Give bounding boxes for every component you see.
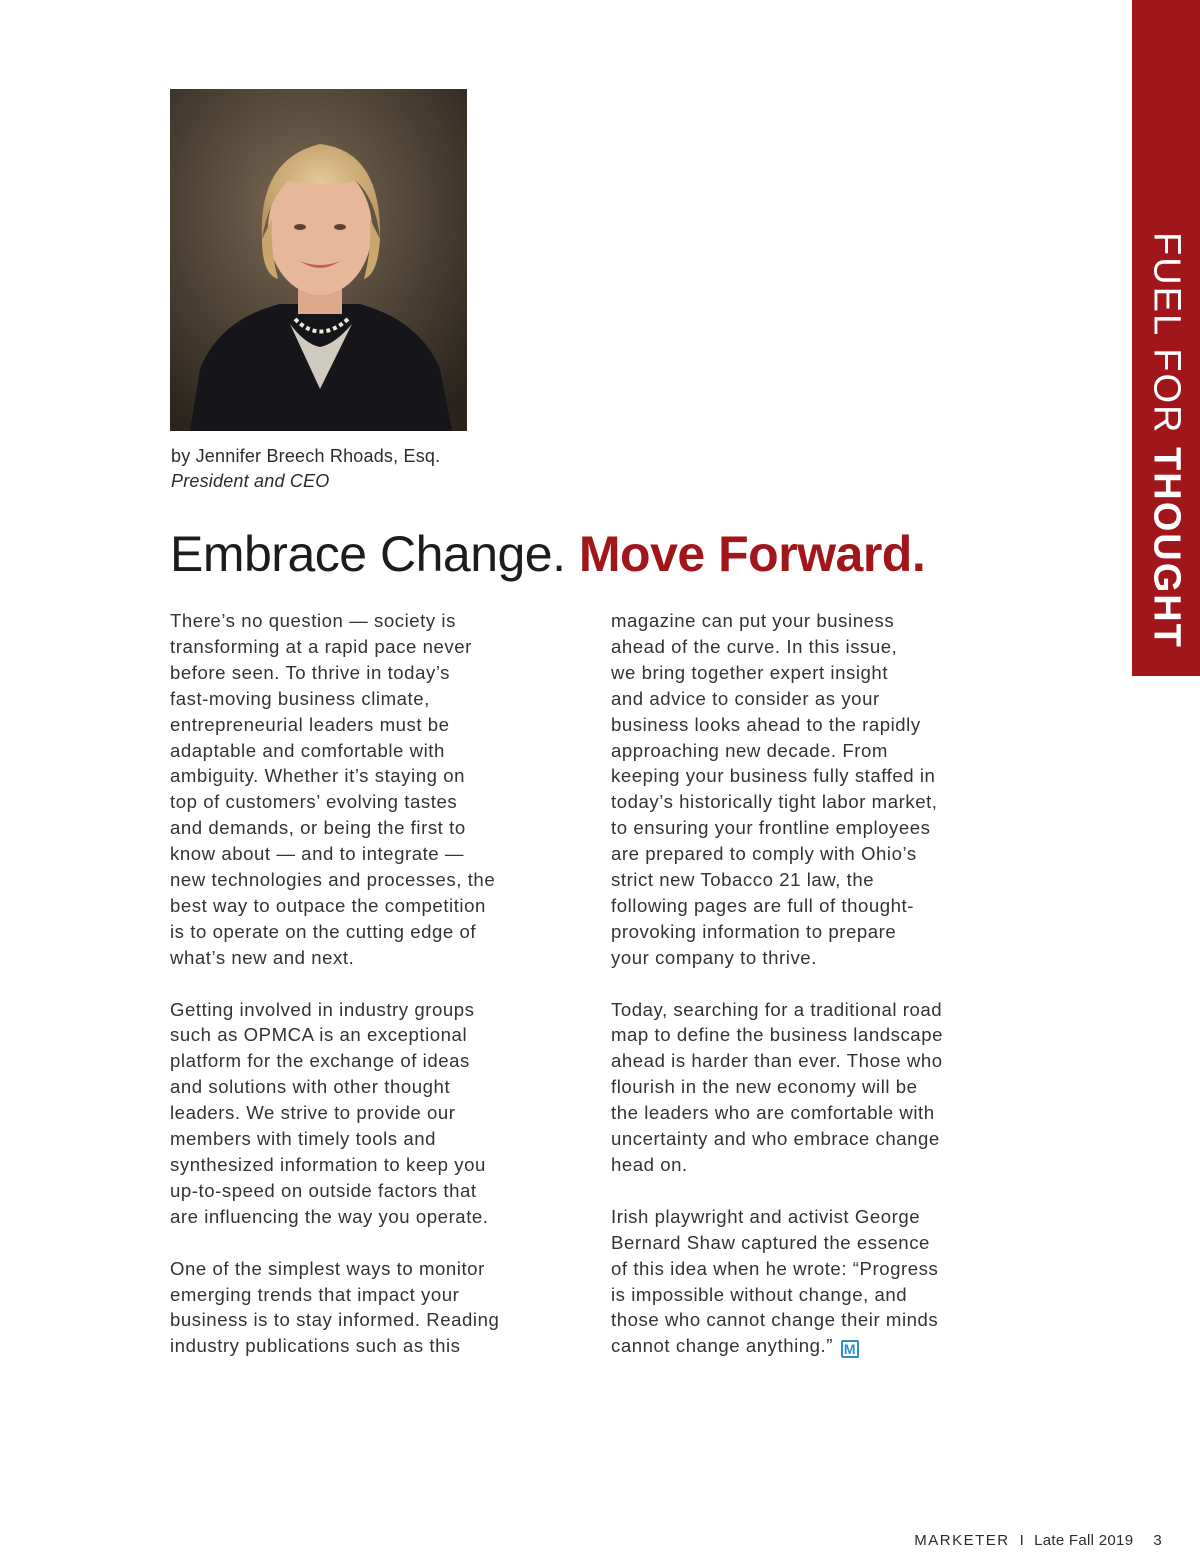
section-tab-bold: THOUGHT xyxy=(1145,447,1188,649)
section-tab xyxy=(1132,0,1200,676)
page-number: 3 xyxy=(1153,1532,1162,1549)
article-headline xyxy=(170,524,925,584)
article-column-right xyxy=(611,608,1016,1385)
end-mark-icon: M xyxy=(841,1340,859,1358)
footer-separator: I xyxy=(1019,1532,1025,1549)
paragraph: There’s no question — society is transforming at a rapid pace never before seen. To thrive in today’s fast-moving business climate, entrepreneurial leaders must be adaptable and comfortable with ambiguity. Whether it’s staying on top of customers’ evolving tastes and demands, or being the first to know about — and to integrate — new technologies and processes, the best way to outpace the competition is to operate on the cutting edge of what’s new and next. xyxy=(170,610,496,968)
section-tab-label xyxy=(1145,232,1188,649)
article-column-left xyxy=(170,608,570,1385)
headline-part-2: Move Forward. xyxy=(578,526,926,582)
portrait-illustration xyxy=(170,89,467,431)
author-role: President and CEO xyxy=(171,471,330,491)
footer-brand: MARKETER xyxy=(914,1532,1010,1549)
footer-issue: Late Fall 2019 xyxy=(1034,1532,1134,1549)
paragraph-final-text: Irish playwright and activist George Bernard Shaw captured the essence of this idea when he wrote: “Progress is impossible without change, and those who cannot change their minds cannot change anything.” xyxy=(611,1205,939,1357)
headline-part-1: Embrace Change. xyxy=(170,526,579,582)
paragraph: magazine can put your business ahead of the curve. In this issue, we bring together expert insight and advice to consider as your business looks ahead to the rapidly approaching new decade. From keeping your business fully staffed in today’s historically tight labor market, to ensuring your frontline employees are prepared to comply with Ohio’s strict new Tobacco 21 law, the following pages are full of thought- provoking information to prepare your company to thrive. xyxy=(611,610,938,968)
paragraph: One of the simplest ways to monitor emerging trends that impact your business is to stay informed. Reading industry publications such as this xyxy=(170,1257,500,1357)
author-portrait xyxy=(170,89,467,431)
author-byline xyxy=(171,444,440,494)
page-footer xyxy=(914,1532,1162,1549)
author-name: by Jennifer Breech Rhoads, Esq. xyxy=(171,446,441,466)
section-tab-light: FUEL FOR xyxy=(1145,232,1188,448)
paragraph: Getting involved in industry groups such as OPMCA is an exceptional platform for the exchange of ideas and solutions with other thought leaders. We strive to provide our members with timely tools and synthesized information to keep you up-to-speed on outside factors that are influencing the way you operate. xyxy=(170,998,489,1227)
paragraph-final xyxy=(611,1204,1016,1359)
paragraph: Today, searching for a traditional road map to define the business landscape ahead is harder than ever. Those who flourish in the new economy will be the leaders who are comfortable with uncertainty and who embrace change head on. xyxy=(611,998,943,1176)
